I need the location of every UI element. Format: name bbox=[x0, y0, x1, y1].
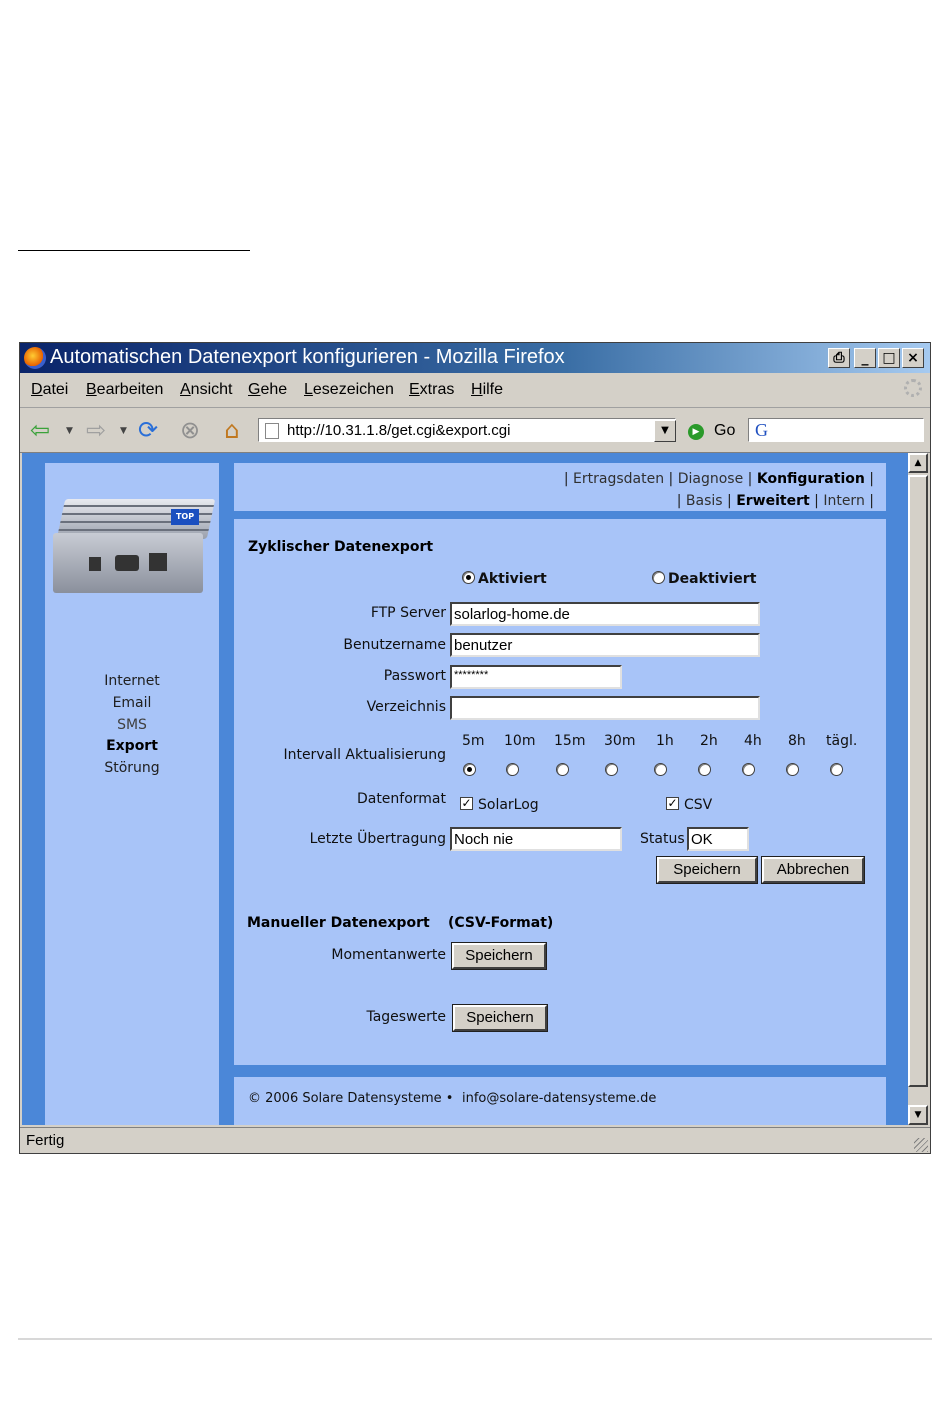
device-port bbox=[89, 557, 101, 571]
maximize-button[interactable]: □ bbox=[878, 348, 900, 368]
footnote-rule bbox=[18, 250, 250, 251]
sidebar-item-internet[interactable]: Internet bbox=[104, 673, 160, 689]
back-icon[interactable]: ⇦ bbox=[29, 416, 51, 444]
print-icon[interactable]: ⎙ bbox=[828, 348, 850, 368]
page-bottom-rule bbox=[18, 1338, 932, 1340]
scroll-thumb[interactable] bbox=[908, 475, 928, 1087]
status-bar bbox=[20, 1127, 930, 1154]
go-button[interactable]: Go bbox=[714, 422, 736, 439]
forward-icon[interactable]: ⇨ bbox=[85, 416, 107, 444]
stop-icon[interactable]: ⊗ bbox=[179, 416, 201, 444]
directory-input[interactable] bbox=[450, 696, 760, 720]
menu-datei[interactable]: Datei bbox=[31, 381, 69, 398]
save-button[interactable]: Speichern bbox=[657, 857, 757, 883]
device-port bbox=[149, 553, 167, 571]
nav-diagnose[interactable]: Diagnose bbox=[677, 471, 744, 487]
interval-10m-label: 10m bbox=[504, 733, 536, 749]
menu-gehe[interactable]: Gehe bbox=[248, 381, 288, 398]
home-icon[interactable]: ⌂ bbox=[224, 416, 240, 444]
sidebar bbox=[45, 463, 219, 1125]
menu-lesezeichen[interactable]: Lesezeichen bbox=[304, 381, 394, 398]
daily-values-label: Tageswerte bbox=[366, 1009, 446, 1025]
google-search-icon: G bbox=[755, 420, 768, 440]
reload-icon[interactable]: ⟳ bbox=[137, 416, 159, 444]
interval-8h-radio[interactable] bbox=[786, 763, 799, 776]
nav-ertragsdaten[interactable]: Ertragsdaten bbox=[573, 471, 665, 487]
scroll-down-icon[interactable]: ▼ bbox=[908, 1105, 928, 1125]
nav-intern[interactable]: Intern bbox=[823, 493, 865, 509]
interval-8h-label: 8h bbox=[788, 733, 806, 749]
nav-erweitert[interactable]: Erweitert bbox=[736, 493, 810, 509]
title-bar bbox=[20, 343, 930, 373]
footer-email-link[interactable]: info@solare-datensysteme.de bbox=[462, 1091, 657, 1106]
forward-dropdown-icon[interactable]: ▼ bbox=[120, 426, 127, 436]
section-title-cyclic: Zyklischer Datenexport bbox=[248, 539, 434, 555]
interval-label: Intervall Aktualisierung bbox=[283, 747, 446, 763]
url-text: http://10.31.1.8/get.cgi&export.cgi bbox=[287, 422, 511, 439]
sidebar-item-export[interactable]: Export bbox=[106, 738, 158, 754]
interval-5m-radio[interactable] bbox=[463, 763, 476, 776]
navigation-toolbar bbox=[20, 408, 930, 453]
mode-off-label: Deaktiviert bbox=[668, 571, 757, 587]
mode-on-label: Aktiviert bbox=[478, 571, 547, 587]
directory-label: Verzeichnis bbox=[366, 699, 446, 715]
interval-4h-radio[interactable] bbox=[742, 763, 755, 776]
format-solarlog-checkbox[interactable]: ✓ bbox=[461, 796, 472, 810]
mode-on-radio[interactable] bbox=[462, 571, 475, 584]
minimize-button[interactable]: _ bbox=[854, 348, 876, 368]
ftp-server-input[interactable]: solarlog-home.de bbox=[450, 602, 760, 626]
search-input[interactable] bbox=[748, 418, 924, 442]
status-input[interactable]: OK bbox=[687, 827, 749, 851]
format-csv-checkbox[interactable]: ✓ bbox=[667, 796, 678, 810]
interval-1h-radio[interactable] bbox=[654, 763, 667, 776]
device-port bbox=[115, 555, 139, 571]
interval-1h-label: 1h bbox=[656, 733, 674, 749]
status-label: Status bbox=[640, 831, 685, 847]
mode-off-radio[interactable] bbox=[652, 571, 665, 584]
device-fin bbox=[58, 529, 208, 531]
format-label: Datenformat bbox=[356, 791, 446, 807]
url-bar[interactable] bbox=[258, 418, 676, 442]
interval-30m-label: 30m bbox=[604, 733, 636, 749]
cancel-button[interactable]: Abbrechen bbox=[762, 857, 864, 883]
format-solarlog-label: SolarLog bbox=[478, 797, 539, 813]
interval-15m-label: 15m bbox=[554, 733, 586, 749]
page-content bbox=[22, 453, 908, 1125]
footer-copyright: © 2006 Solare Datensysteme • bbox=[248, 1091, 454, 1106]
interval-2h-label: 2h bbox=[700, 733, 718, 749]
last-transfer-label: Letzte Übertragung bbox=[309, 831, 446, 847]
resize-grip-icon[interactable] bbox=[914, 1138, 928, 1152]
menu-hilfe[interactable]: Hilfe bbox=[471, 381, 504, 398]
format-csv-label: CSV bbox=[684, 797, 713, 813]
password-input[interactable]: ******** bbox=[450, 665, 622, 689]
window-title: Automatischen Datenexport konfigurieren - Mozilla Firefox bbox=[50, 346, 565, 368]
back-dropdown-icon[interactable]: ▼ bbox=[66, 426, 73, 436]
scroll-up-icon[interactable]: ▲ bbox=[908, 453, 928, 473]
menu-bar bbox=[20, 373, 930, 408]
sidebar-item-sms[interactable]: SMS bbox=[117, 717, 147, 733]
manual-format-note: (CSV-Format) bbox=[448, 915, 554, 931]
username-label: Benutzername bbox=[343, 637, 446, 653]
section-title-manual: Manueller Datenexport bbox=[247, 915, 430, 931]
menu-ansicht[interactable]: Ansicht bbox=[180, 381, 233, 398]
top-nav: | Ertragsdaten | Diagnose | Konfiguration | bbox=[563, 471, 874, 487]
nav-basis[interactable]: Basis bbox=[685, 493, 723, 509]
interval-daily-radio[interactable] bbox=[830, 763, 843, 776]
menu-extras[interactable]: Extras bbox=[409, 381, 455, 398]
status-text: Fertig bbox=[26, 1132, 65, 1149]
last-transfer-input[interactable]: Noch nie bbox=[450, 827, 622, 851]
close-button[interactable]: × bbox=[902, 348, 924, 368]
vertical-scrollbar[interactable] bbox=[908, 453, 928, 1125]
export-form bbox=[234, 519, 886, 1065]
sub-nav: | Basis | Erweitert | Intern | bbox=[676, 493, 874, 509]
device-front bbox=[53, 533, 203, 593]
ftp-server-label: FTP Server bbox=[370, 605, 446, 621]
sidebar-item-email[interactable]: Email bbox=[112, 695, 152, 711]
page-footer bbox=[234, 1077, 886, 1125]
interval-30m-radio[interactable] bbox=[605, 763, 618, 776]
current-values-label: Momentanwerte bbox=[331, 947, 446, 963]
browser-window bbox=[19, 342, 931, 1154]
device-brand-logo: TOP bbox=[171, 509, 199, 525]
interval-4h-label: 4h bbox=[744, 733, 762, 749]
url-dropdown-button[interactable]: ▼ bbox=[654, 420, 676, 442]
firefox-logo-icon bbox=[24, 347, 46, 369]
save-current-values-button[interactable]: Speichern bbox=[452, 943, 546, 969]
go-icon[interactable]: ▶ bbox=[688, 424, 704, 440]
page-icon bbox=[265, 423, 279, 439]
menu-bearbeiten[interactable]: Bearbeiten bbox=[86, 381, 164, 398]
password-label: Passwort bbox=[383, 668, 446, 684]
interval-10m-radio[interactable] bbox=[506, 763, 519, 776]
throbber-icon bbox=[904, 379, 922, 397]
interval-15m-radio[interactable] bbox=[556, 763, 569, 776]
top-navigation bbox=[234, 463, 886, 511]
device-image bbox=[53, 493, 211, 605]
username-input[interactable]: benutzer bbox=[450, 633, 760, 657]
interval-daily-label: tägl. bbox=[826, 733, 858, 749]
sidebar-item-stoerung[interactable]: Störung bbox=[104, 760, 160, 776]
interval-5m-label: 5m bbox=[462, 733, 485, 749]
device-fin bbox=[64, 505, 214, 507]
nav-konfiguration[interactable]: Konfiguration bbox=[756, 471, 865, 487]
interval-2h-radio[interactable] bbox=[698, 763, 711, 776]
save-daily-values-button[interactable]: Speichern bbox=[453, 1005, 547, 1031]
